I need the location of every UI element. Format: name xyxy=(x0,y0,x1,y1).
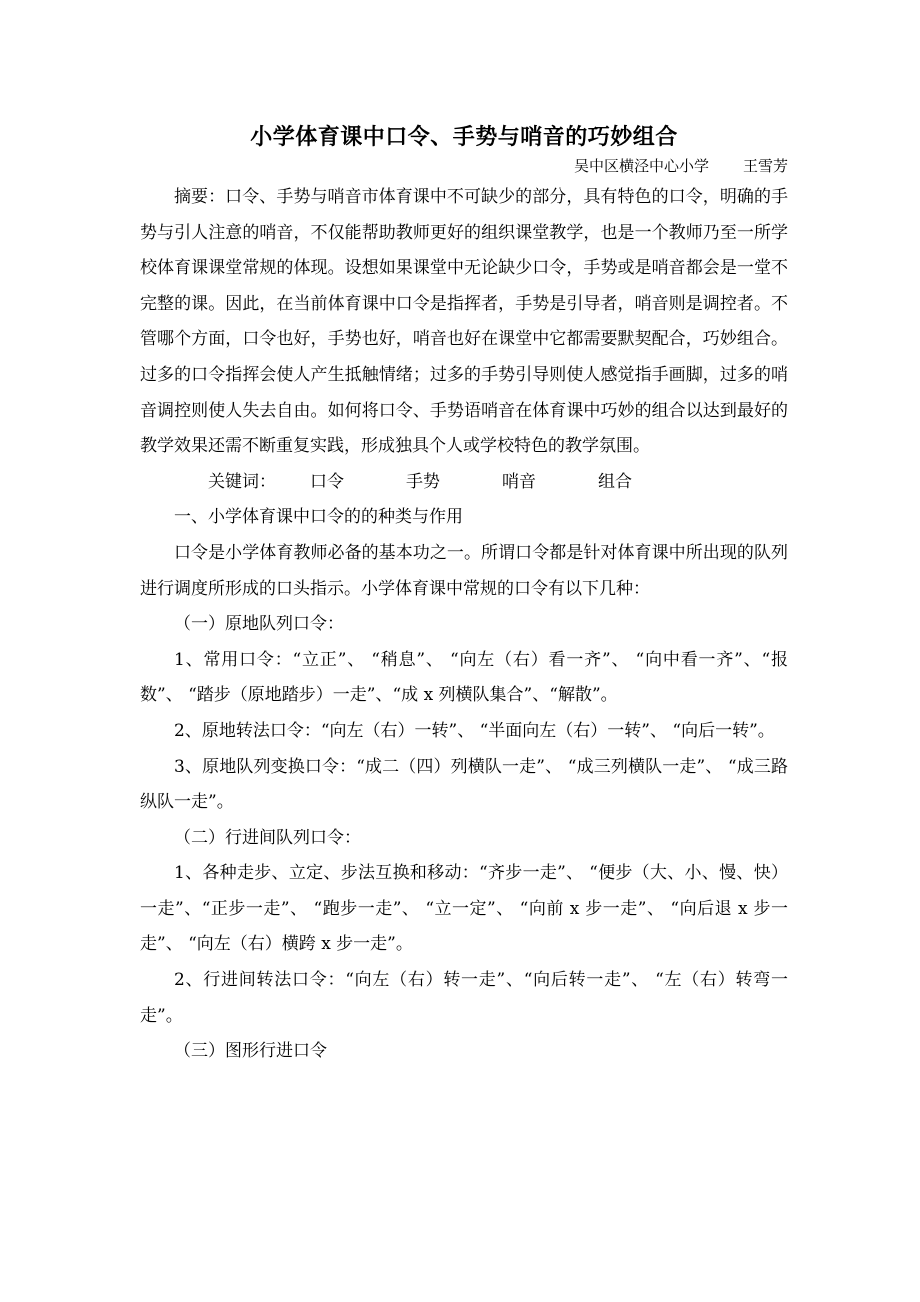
subsection-heading: （二）行进间队列口令： xyxy=(174,827,361,848)
author-name: 王雪芳 xyxy=(742,157,788,175)
section-heading: 一、小学体育课中口令的的种类与作用 xyxy=(174,507,463,528)
section-intro-paragraph: 口令是小学体育教师必备的基本功之一。所谓口令都是针对体育课中所出现的队列进行调度所形成的口头指示。小学体育课中常规的口令有以下几种： xyxy=(140,542,788,599)
subsection-heading: （一）原地队列口令： xyxy=(174,614,344,635)
document-title: 小学体育课中口令、手势与哨音的巧妙组合 xyxy=(250,124,678,150)
keyword: 哨音 xyxy=(502,471,536,492)
list-item: 3、原地队列变换口令：“成二（四）列横队一走”、 “成三列横队一走”、 “成三路纵队一走”。 xyxy=(140,756,788,813)
keywords-label: 关键词： xyxy=(208,471,276,492)
keyword: 手势 xyxy=(406,471,440,492)
keyword: 组合 xyxy=(598,471,632,492)
byline xyxy=(140,154,788,178)
document-body xyxy=(140,120,788,1070)
subsection-heading: （三）图形行进口令 xyxy=(174,1041,327,1062)
list-item: 1、各种走步、立定、步法互换和移动：“齐步一走”、 “便步（大、小、慢、快）一走”、“正步一走”、 “跑步一走”、 “立一定”、 “向前 x 步一走”、 “向后退 x 步一走”、 “向左（右）横跨 x 步一走”。 xyxy=(140,863,788,955)
list-item: 2、原地转法口令：“向左（右）一转”、 “半面向左（右）一转”、 “向后一转”。 xyxy=(174,720,775,741)
keywords-line xyxy=(140,465,788,501)
school-name: 吴中区横泾中心小学 xyxy=(573,157,709,175)
list-item: 1、常用口令：“立正”、 “稍息”、 “向左（右）看一齐”、 “向中看一齐”、“报数”、 “踏步（原地踏步）一走”、“成 x 列横队集合”、“解散”。 xyxy=(140,649,788,706)
list-item: 2、行进间转法口令：“向左（右）转一走”、“向后转一走”、 “左（右）转弯一走”。 xyxy=(140,970,788,1026)
keyword: 口令 xyxy=(310,471,344,492)
abstract-paragraph: 摘要：口令、手势与哨音市体育课中不可缺少的部分，具有特色的口令，明确的手势与引人注意的哨音，不仅能帮助教师更好的组织课堂教学，也是一个教师乃至一所学校体育课课堂常规的体现。设想如果课堂中无论缺少口令，手势或是哨音都会是一堂不完整的课。因此，在当前体育课中口令是指挥者，手势是引导者，哨音则是调控者。不管哪个方面，口令也好，手势也好，哨音也好在课堂中它都需要默契配合，巧妙组合。过多的口令指挥会使人产生抵触情绪；过多的手势引导则使人感觉指手画脚，过多的哨音调控则使人失去自由。如何将口令、手势语哨音在体育课中巧妙的组合以达到最好的教学效果还需不断重复实践，形成独具个人或学校特色的教学氛围。 xyxy=(140,187,788,457)
